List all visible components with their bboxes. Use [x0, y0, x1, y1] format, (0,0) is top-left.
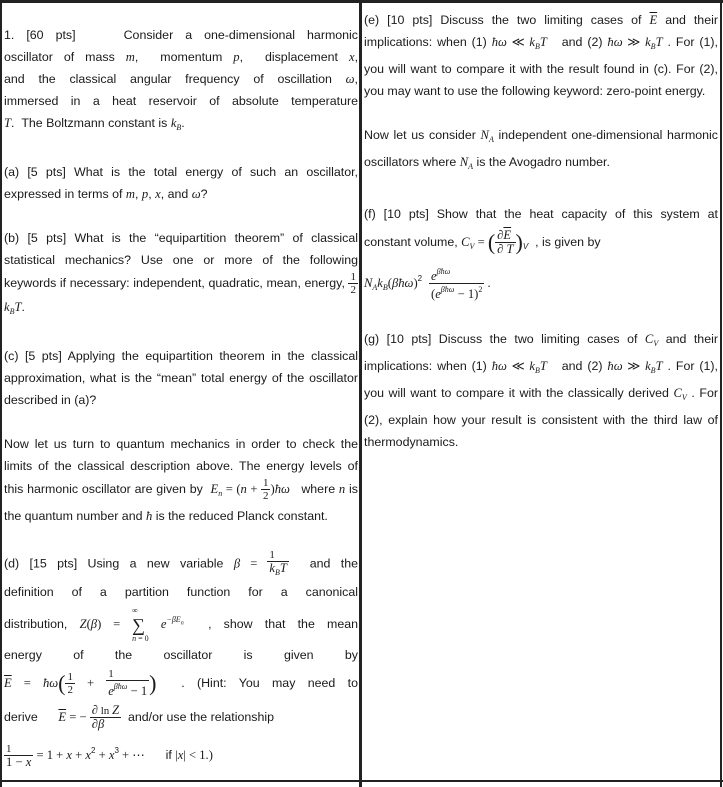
part-d-line-3: distribution, Z(β) = ∞ ∑ n = 0 $e^{-\beta E_n}$ , show that the mean	[4, 605, 359, 643]
part-g-text-b: and their implications: when (1)	[364, 332, 718, 373]
part-b-text: (b) [5 pts] What is the “equipartition theorem” of classical statistical mechanics? Use one or more of the following keywords if necessary: independent, quadratic, mean, energy,	[4, 231, 358, 290]
intro-text-h: The Boltzmann constant is	[21, 116, 168, 130]
part-d-text-a: (d) [15 pts] Using a new variable	[4, 556, 224, 571]
intro-line-4	[4, 90, 358, 112]
problem-number: 1. [60 pts]	[4, 28, 76, 42]
part-d-text-i: and/or use the relationship	[127, 710, 275, 725]
part-e-text-b: and their implications: when (1)	[364, 13, 718, 49]
part-f-text-b: , is given by	[535, 235, 601, 249]
intro-text-e: displacement	[264, 50, 338, 64]
qm-intro-text: Now let us turn to quantum mechanics in order to check the limits of the classical description above. The energy levels of this harmonic oscillator are given by	[4, 437, 358, 496]
half-fraction: $\frac{1}{2}$	[350, 271, 356, 296]
left-column	[4, 0, 358, 772]
part-b: (b) [5 pts] What is the “equipartition theorem” of classical statistical mechanics? Use one or more of the following keywords if necessary: independent, quadratic, mean, energy, $\frac{1}{2}$ $k_BT$.	[4, 231, 358, 316]
part-d-text-f: energy of the oscillator is given by	[4, 647, 358, 662]
na-text-b: independent one-dimensional harmonic oscillators where	[364, 128, 718, 169]
left-border	[0, 0, 2, 787]
part-d-text-c: definition of a partition function for a canonical	[4, 584, 358, 599]
intro-text-c: oscillator of mass	[4, 50, 115, 64]
part-c-text: (c) [5 pts] Applying the equipartition theorem in the classical approximation, what is the “mean” total energy of the oscillator described in (a)?	[4, 349, 358, 407]
part-e-text-c: and (2)	[561, 35, 603, 49]
part-a-text: (a) [5 pts] What is the total energy of such an oscillator, expressed in terms of	[4, 165, 358, 201]
part-a: (a) [5 pts] What is the total energy of such an oscillator, expressed in terms of m, p, x, and ω?	[4, 165, 358, 201]
column-divider	[359, 0, 362, 787]
part-f-formula: $N_Ak_B(\beta ħ\omega)^2$ $\frac{e^{\beta ħ\omega}}{(e^{\beta ħ\omega} - 1)^2}$ .	[364, 267, 491, 302]
intro-line-5: T. The Boltzmann constant is $k_B$.	[4, 116, 185, 132]
part-d-text-e: , show that the mean	[208, 616, 359, 631]
part-d-line-6: derive $\overline{E}$ = − $\frac{\text{∂ ln Z}}{\partial\beta}$ and/or use the relationship	[4, 703, 275, 732]
na-text-c: is the Avogadro number.	[476, 155, 610, 169]
part-g-text-e: . For (2), explain how your result is consistent with the third law of thermodynamics.	[364, 386, 718, 449]
part-e: (e) [10 pts] Discuss the two limiting cases of $\overline{E}$ and their implications: when (1) ħω ≪ $k_BT$ and (2) ħω ≫ $k_BT$ . For (1), you will want to compare it with the result found in (c). For (2), you may want to use the following keyword: zero-point energy.	[364, 13, 718, 98]
intro-text-d: momentum	[160, 50, 223, 64]
summation-symbol: ∞ ∑ n = 0	[132, 605, 149, 643]
right-column	[364, 0, 718, 453]
part-f: (f) [10 pts] Show that the heat capacity of this system at constant volume, $C_V$ = ( $\frac{\partial\overline{E}}{\partial T}$ )$_V$ , is given by	[364, 207, 718, 257]
part-d-text-d: distribution,	[4, 616, 68, 631]
part-d-line-2	[4, 579, 358, 605]
intro-line-3: and the classical angular frequency of oscillation ω,	[4, 72, 358, 86]
part-g: (g) [10 pts] Discuss the two limiting cases of $C_V$ and their implications: when (1) ħω ≪ $k_BT$ and (2) ħω ≫ $k_BT$ . For (1), you will want to compare it with the classically derived $C_V$ . For (2), explain how your result is consistent with the third law of thermodynamics.	[364, 332, 718, 449]
intro-line-1	[4, 24, 358, 46]
part-a-and: and	[167, 187, 189, 201]
part-g-text-d: . For (1), you will want to compare it with the classically derived	[364, 359, 718, 400]
part-d-text-j: if	[165, 748, 172, 763]
part-f-text: (f) [10 pts] Show that the heat capacity of this system at constant volume,	[364, 207, 718, 249]
na-text: Now let us consider	[364, 128, 476, 142]
qm-planck: is the reduced Planck constant.	[155, 508, 328, 523]
qm-is-qn: is the quantum number	[4, 481, 358, 523]
bottom-border	[0, 780, 723, 782]
right-border	[720, 0, 722, 787]
part-g-text: (g) [10 pts] Discuss the two limiting cases of	[364, 332, 638, 346]
part-d-line-4	[4, 644, 358, 666]
part-d-line-5: $\overline{E}$ = ħω( $\frac{1}{2}$ + $\frac{1}{e^{\beta ħ\omega} - 1}$ ) . (Hint: You may need to	[4, 668, 359, 699]
part-d-line-1: (d) [15 pts] Using a new variable β = $\frac{1}{k_BT}$ and the	[4, 548, 358, 577]
intro-line-2: oscillator of mass m, momentum p, displacement x,	[4, 50, 359, 64]
intro-text-b: Consider a one-dimensional harmonic	[123, 28, 358, 42]
part-d-line-7: $\frac{1}{1 - x}$ = $1 + x + x^2 + x^3$ + ⋯ if |x| < 1.)	[6, 742, 213, 769]
intro-text-f: and the classical angular frequency of oscillation	[4, 72, 332, 86]
intro-text-g: immersed in a heat reservoir of absolute temperature	[4, 94, 358, 108]
part-e-text: (e) [10 pts] Discuss the two limiting cases of	[364, 13, 642, 27]
part-e-text-d: . For (1), you will want to compare it with the result found in (c). For (2), you may want to use the following keyword: zero-point energy.	[364, 35, 718, 98]
qm-where: where	[301, 481, 336, 496]
qm-intro: Now let us turn to quantum mechanics in order to check the limits of the classical description above. The energy levels of this harmonic oscillator are given by $E_n = (n$ + $\frac{1}{2}$ )ħω where n is the quantum number and ħ is the reduced Planck constant.	[4, 437, 358, 523]
part-g-text-c: and (2)	[561, 359, 603, 373]
part-d-text-h: derive	[4, 710, 38, 725]
part-d-text-b: and the	[309, 556, 358, 571]
qm-and: and	[121, 508, 143, 523]
part-c	[4, 345, 358, 411]
part-d-text-g: . (Hint: You may need to	[181, 675, 359, 690]
na-intro: Now let us consider $N_A$ independent one-dimensional harmonic oscillators where $N_A$ is the Avogadro number.	[364, 128, 718, 171]
